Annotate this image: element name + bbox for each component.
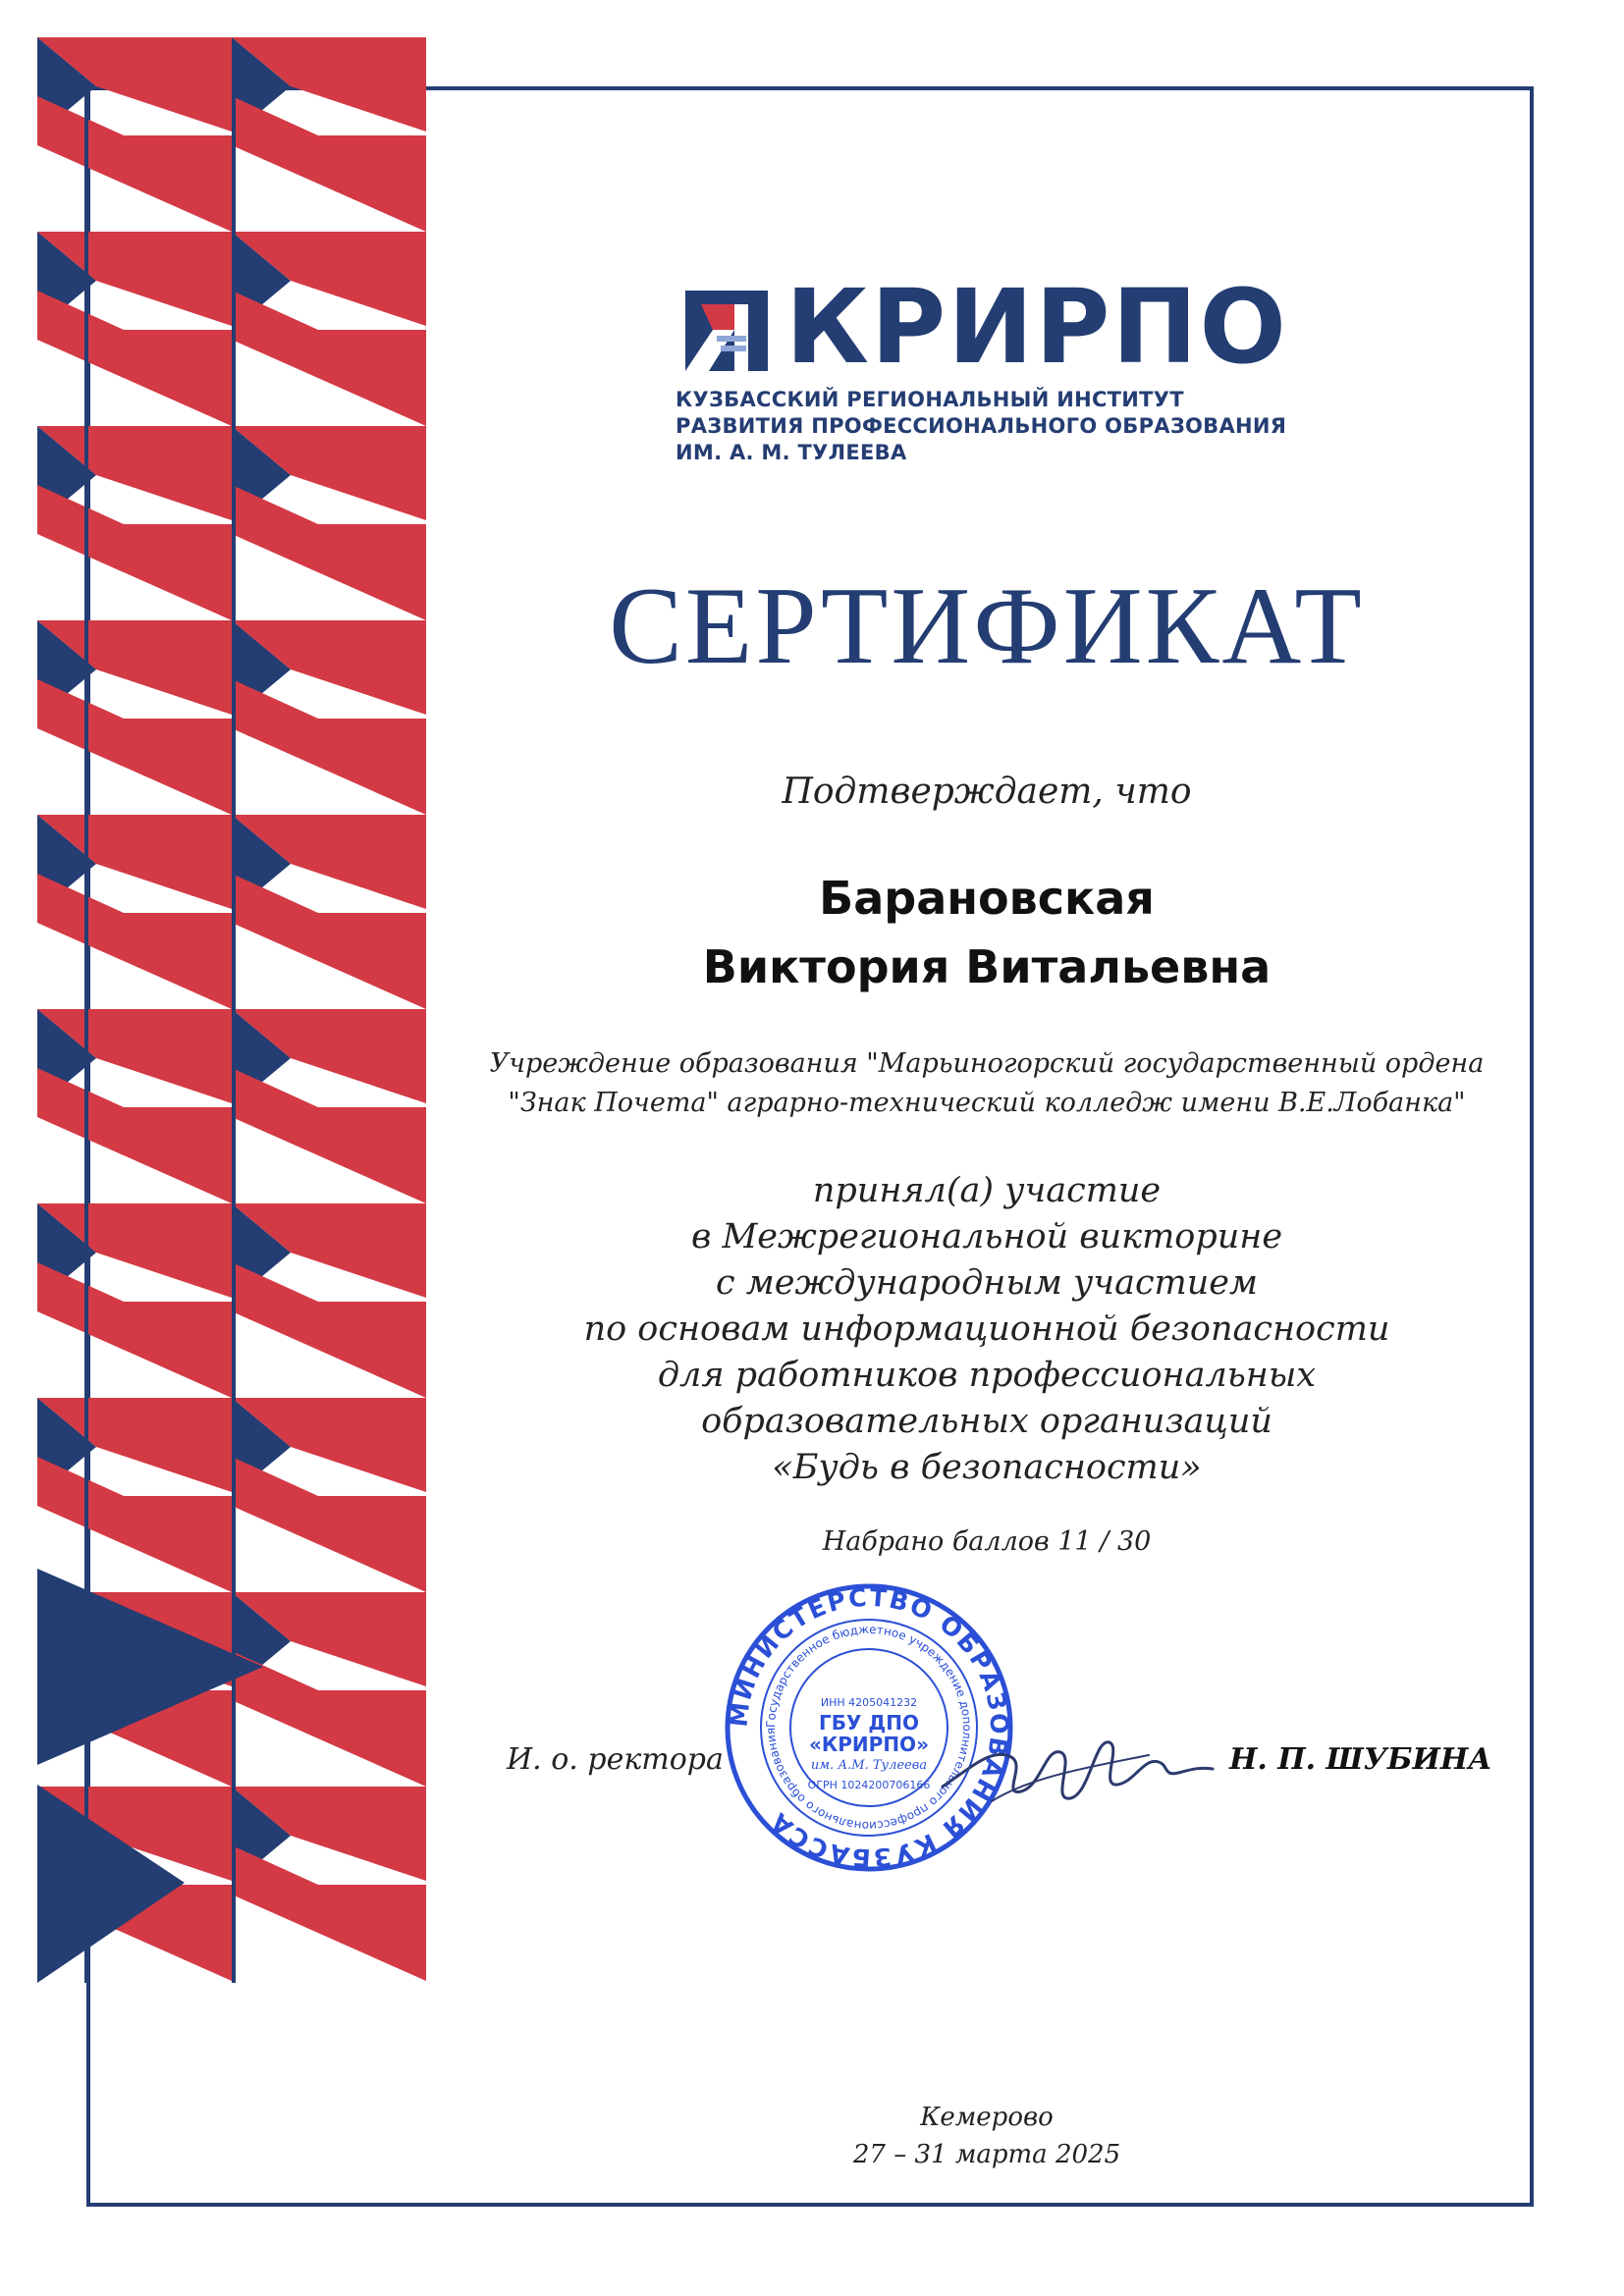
event-dates: 27 – 31 марта 2025 [852, 2140, 1121, 2169]
participation-line: образовательных организаций [701, 1402, 1272, 1441]
signatory-role: И. о. ректора [507, 1742, 724, 1777]
svg-text:ОГРН 1024200706166: ОГРН 1024200706166 [807, 1779, 931, 1791]
logo-wordmark: КРИРПО [785, 267, 1288, 387]
decorative-ornament [37, 37, 426, 1983]
svg-text:МИНИСТЕРСТВО ОБРАЗОВАНИЯ КУЗБА: МИНИСТЕРСТВО ОБРАЗОВАНИЯ КУЗБАССА [724, 1582, 1014, 1873]
participation-line: «Будь в безопасности» [772, 1448, 1202, 1487]
confirms-text: Подтверждает, что [782, 772, 1192, 812]
participation-line: принял(а) участие [812, 1171, 1162, 1210]
svg-text:им. А.М. Тулеева: им. А.М. Тулеева [810, 1758, 928, 1773]
participation-line: по основам информационной безопасности [583, 1309, 1390, 1349]
institute-logo [676, 267, 1288, 469]
logo-emblem-icon [676, 287, 774, 375]
participation-text [461, 1168, 1512, 1491]
participation-line: в Межрегиональной викторине [690, 1217, 1283, 1256]
signatory-name: Н. П. ШУБИНА [1229, 1742, 1492, 1777]
svg-text:ИНН 4205041232: ИНН 4205041232 [820, 1696, 918, 1709]
signature-icon [933, 1708, 1218, 1826]
recipient-given-names: Виктория Витальевна [702, 940, 1272, 993]
svg-text:ГБУ ДПО: ГБУ ДПО [819, 1711, 919, 1735]
participation-line: для работников профессиональных [657, 1356, 1317, 1395]
organization-line: "Знак Почета" аграрно-технический колледж имени В.Е.Лобанка" [508, 1088, 1466, 1118]
place-and-date [461, 2099, 1512, 2173]
certificate-title: СЕРТИФИКАТ [609, 565, 1365, 687]
logo-subtitle-line: РАЗВИТИЯ ПРОФЕССИОНАЛЬНОГО ОБРАЗОВАНИЯ [676, 414, 1287, 438]
svg-text:«КРИРПО»: «КРИРПО» [809, 1733, 929, 1756]
logo-subtitle [676, 387, 1363, 466]
logo-subtitle-line: ИМ. А. М. ТУЛЕЕВА [676, 441, 907, 464]
city: Кемерово [920, 2103, 1054, 2132]
recipient-name [461, 864, 1512, 1001]
recipient-organization [461, 1044, 1512, 1123]
svg-text:Государственное бюджетное учре: Государственное бюджетное учреждение дополнительного профессионального образования [763, 1622, 975, 1834]
logo-subtitle-line: КУЗБАССКИЙ РЕГИОНАЛЬНЫЙ ИНСТИТУТ [676, 388, 1184, 411]
organization-line: Учреждение образования "Марьиногорский государственный ордена [489, 1048, 1485, 1079]
recipient-surname: Барановская [819, 872, 1155, 925]
score-text: Набрано баллов 11 / 30 [822, 1526, 1152, 1557]
participation-line: с международным участием [715, 1263, 1259, 1303]
